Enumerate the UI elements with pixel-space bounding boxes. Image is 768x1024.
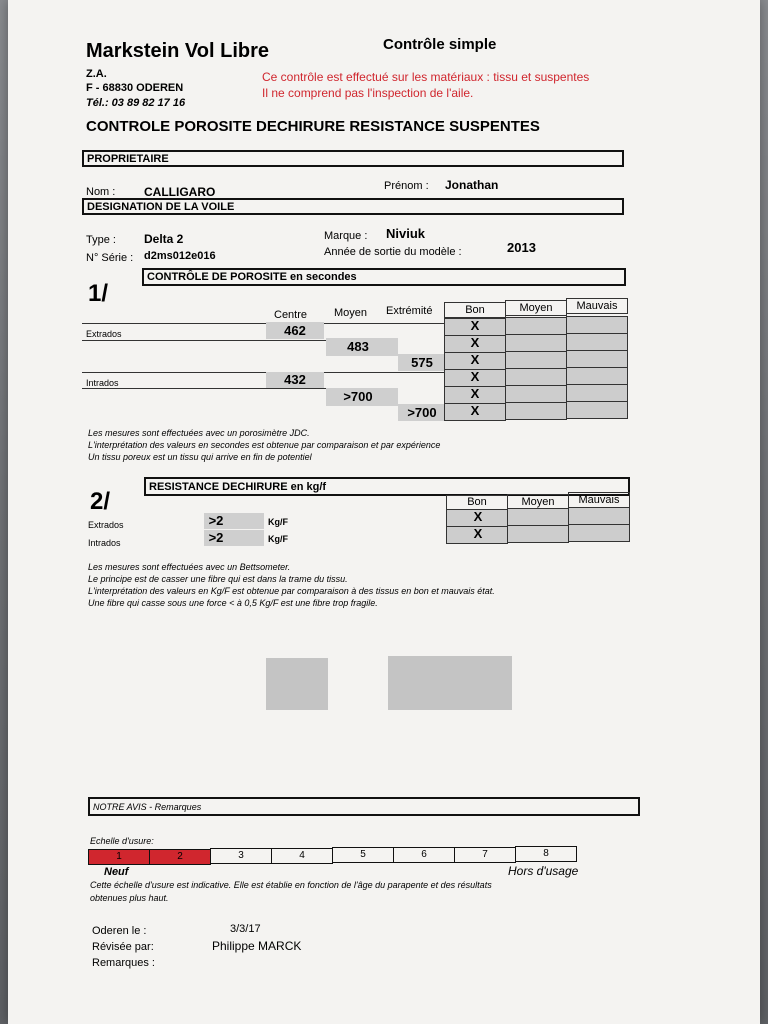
- porosity-grid-cell: [566, 367, 628, 385]
- prenom-label: Prénom :: [384, 180, 429, 192]
- marque-value: Niviuk: [386, 226, 426, 241]
- prenom-value: Jonathan: [445, 178, 499, 192]
- section-avis: [88, 797, 640, 816]
- intrados-moyen-value: >700: [343, 389, 373, 404]
- grid-header-moyen: Moyen: [505, 300, 567, 316]
- tear-header-moyen: Moyen: [507, 494, 569, 510]
- porosity-mark-bon: X: [470, 403, 480, 418]
- porosity-grid-cell: [566, 350, 628, 368]
- company-name: Markstein Vol Libre: [86, 40, 270, 62]
- tear-grid-cell: [568, 524, 630, 542]
- porosity-mark-bon: X: [470, 318, 480, 333]
- lieu-label: Oderen le :: [92, 925, 147, 937]
- document-page: [8, 0, 760, 1024]
- porosity-mark-bon: X: [470, 335, 480, 350]
- porosity-grid-cell: [505, 351, 567, 369]
- porosity-mark-bon: X: [470, 352, 480, 367]
- porosity-grid-cell: [566, 316, 628, 334]
- revise-value: Philippe MARCK: [212, 939, 302, 953]
- tear-grid-cell: [507, 525, 569, 543]
- notice-line-2: Il ne comprend pas l'inspection de l'aile.: [262, 86, 474, 100]
- intrados-centre-value: 432: [284, 372, 306, 387]
- annee-value: 2013: [507, 240, 536, 255]
- tear-grid-cell: [507, 508, 569, 526]
- phone: Tél.: 03 89 82 17 16: [86, 97, 186, 109]
- tear-note-1: Les mesures sont effectuées avec un Bettsometer.: [88, 562, 291, 572]
- main-title: CONTROLE POROSITE DECHIRURE RESISTANCE SUSPENTES: [86, 118, 540, 135]
- porosity-grid-cell: [505, 368, 567, 386]
- porosity-mark-bon: X: [470, 369, 480, 384]
- wear-scale-step: 5: [332, 847, 394, 863]
- wear-scale-step: 7: [454, 847, 516, 863]
- serie-label: N° Série :: [86, 252, 134, 264]
- address-line-1: Z.A.: [86, 68, 107, 80]
- porosity-grid-cell: [505, 334, 567, 352]
- wear-scale-step: 1: [88, 849, 150, 865]
- col-centre: Centre: [274, 309, 308, 321]
- tear-note-2: Le principe est de casser une fibre qui est dans la trame du tissu.: [88, 574, 348, 584]
- wear-scale-step: 6: [393, 847, 455, 863]
- notice-line-1: Ce contrôle est effectué sur les matériaux : tissu et suspentes: [262, 70, 590, 84]
- wear-scale-step: 4: [271, 848, 333, 864]
- section-porosity: [142, 268, 626, 286]
- wear-scale-step: 3: [210, 848, 272, 864]
- nom-value: CALLIGARO: [144, 185, 216, 199]
- avis-note-2: obtenues plus haut.: [90, 893, 169, 903]
- tear-note-3: L'interprétation des valeurs en Kg/F est obtenue par comparaison à des tissus en bon et mauvais état.: [88, 586, 495, 596]
- grid-header-mauvais: Mauvais: [566, 298, 628, 314]
- porosity-grid-cell: [566, 401, 628, 419]
- extrados-centre-value: 462: [284, 323, 306, 338]
- rule-line: [82, 372, 444, 373]
- redacted-block: [266, 658, 328, 710]
- porosity-note-2: L'interprétation des valeurs en secondes est obtenue par comparaison et par expérience: [88, 440, 441, 450]
- extrados-label: Extrados: [86, 329, 122, 339]
- type-label: Type :: [86, 234, 116, 246]
- tear-extrados-label: Extrados: [88, 520, 124, 530]
- tear-note-4: Une fibre qui casse sous une force < à 0,5 Kg/F est une fibre trop fragile.: [88, 598, 378, 608]
- porosity-grid-cell: [505, 317, 567, 335]
- section-wing: [82, 198, 624, 215]
- rule-line: [82, 323, 444, 324]
- wear-scale-label: Echelle d'usure:: [90, 836, 154, 846]
- extrados-moyen-value: 483: [347, 339, 369, 354]
- date-value: 3/3/17: [230, 923, 261, 935]
- type-value: Delta 2: [144, 232, 184, 246]
- section-1-number: 1/: [88, 280, 109, 307]
- tear-extrados-unit: Kg/F: [268, 517, 288, 527]
- porosity-grid-cell: [505, 402, 567, 420]
- revise-label: Révisée par:: [92, 941, 154, 953]
- wear-neuf: Neuf: [104, 866, 129, 878]
- section-owner-title: PROPRIETAIRE: [87, 153, 169, 165]
- document-subtitle: Contrôle simple: [383, 36, 497, 53]
- remarques-label: Remarques :: [92, 957, 155, 969]
- tear-mark-bon: X: [473, 526, 483, 541]
- col-moyen: Moyen: [334, 307, 368, 319]
- avis-note-1: Cette échelle d'usure est indicative. Elle est établie en fonction de l'âge du parapente et des résultats: [90, 880, 492, 890]
- tear-intrados-unit: Kg/F: [268, 534, 288, 544]
- col-extremite: Extrémité: [386, 305, 433, 317]
- porosity-grid-cell: [566, 384, 628, 402]
- redacted-block: [388, 656, 512, 710]
- porosity-grid-cell: [566, 333, 628, 351]
- grid-header-bon: Bon: [444, 302, 506, 318]
- serie-value: d2ms012e016: [144, 250, 216, 262]
- tear-grid-cell: [568, 507, 630, 525]
- tear-header-mauvais: Mauvais: [568, 492, 630, 509]
- extrados-extremite-value: 575: [411, 355, 433, 370]
- wear-hors-usage: Hors d'usage: [508, 864, 579, 878]
- porosity-mark-bon: X: [470, 386, 480, 401]
- tear-intrados-value: >2: [208, 530, 224, 545]
- section-owner: [82, 150, 624, 167]
- wear-scale-step: 2: [149, 849, 211, 865]
- tear-intrados-label: Intrados: [88, 538, 121, 548]
- tear-header-bon: Bon: [446, 495, 508, 510]
- nom-label: Nom :: [86, 186, 116, 198]
- marque-label: Marque :: [324, 230, 368, 242]
- annee-label: Année de sortie du modèle :: [324, 246, 462, 258]
- section-2-number: 2/: [90, 488, 111, 515]
- porosity-grid-cell: [505, 385, 567, 403]
- address-line-2: F - 68830 ODEREN: [86, 82, 184, 94]
- tear-mark-bon: X: [473, 509, 483, 524]
- porosity-note-3: Un tissu poreux est un tissu qui arrive en fin de potentiel: [88, 452, 312, 462]
- intrados-extremite-value: >700: [407, 405, 437, 420]
- section-wing-title: DESIGNATION DE LA VOILE: [87, 201, 235, 213]
- section-avis-title: NOTRE AVIS - Remarques: [93, 802, 202, 812]
- porosity-note-1: Les mesures sont effectuées avec un porosimètre JDC.: [88, 428, 310, 438]
- rule-line: [82, 340, 332, 341]
- rule-line: [82, 388, 332, 389]
- tear-extrados-value: >2: [208, 513, 224, 528]
- section-porosity-title: CONTRÔLE DE POROSITE en secondes: [147, 271, 357, 283]
- section-tear-title: RESISTANCE DECHIRURE en kg/f: [149, 481, 327, 493]
- wear-scale-step: 8: [515, 846, 577, 862]
- intrados-label: Intrados: [86, 378, 119, 388]
